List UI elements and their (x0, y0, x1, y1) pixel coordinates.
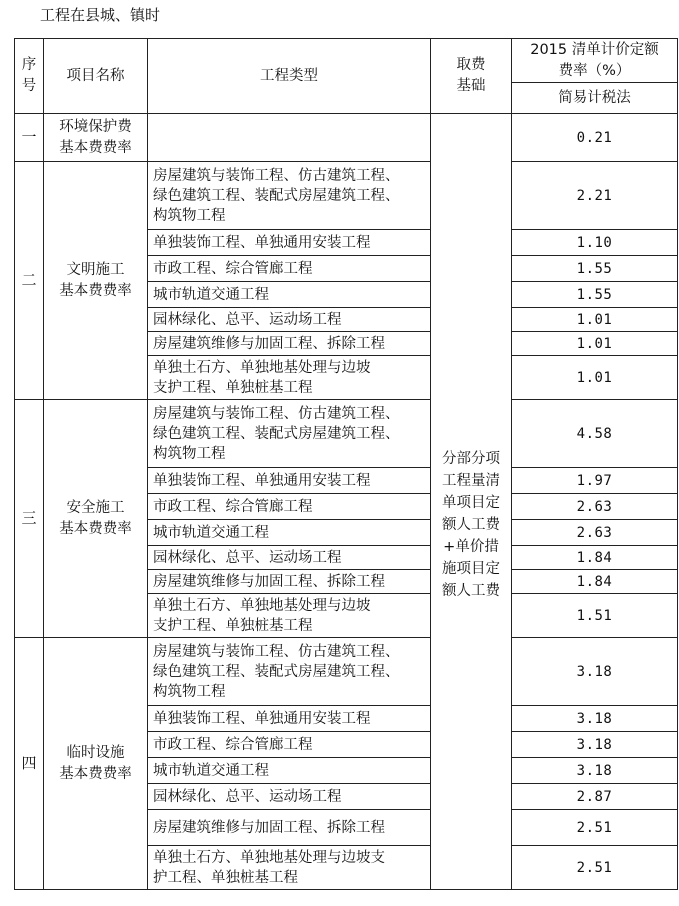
rate-value: 1.55 (512, 256, 678, 282)
rate-value: 3.18 (512, 638, 678, 706)
rate-value: 1.55 (512, 282, 678, 308)
rate-value: 1.01 (512, 308, 678, 332)
table-row (15, 114, 678, 162)
rate-value: 0.21 (512, 114, 678, 162)
header-name: 项目名称 (44, 39, 148, 114)
engineering-type: 单独装饰工程、单独通用安装工程 (148, 468, 431, 494)
fee-rate-table (14, 38, 678, 890)
engineering-type: 单独土石方、单独地基处理与边坡 支护工程、单独桩基工程 (148, 594, 431, 638)
table-row (15, 638, 678, 706)
section-name: 文明施工 基本费费率 (44, 162, 148, 400)
engineering-type: 园林绿化、总平、运动场工程 (148, 308, 431, 332)
rate-value: 2.63 (512, 520, 678, 546)
table-row (15, 400, 678, 468)
rate-value: 2.63 (512, 494, 678, 520)
section-seq: 一 (15, 114, 44, 162)
rate-value: 3.18 (512, 758, 678, 784)
engineering-type: 城市轨道交通工程 (148, 282, 431, 308)
section-seq: 三 (15, 400, 44, 638)
rate-value: 1.84 (512, 546, 678, 570)
engineering-type: 城市轨道交通工程 (148, 758, 431, 784)
rate-value: 3.18 (512, 732, 678, 758)
engineering-type: 单独装饰工程、单独通用安装工程 (148, 706, 431, 732)
engineering-type: 市政工程、综合管廊工程 (148, 494, 431, 520)
engineering-type: 市政工程、综合管廊工程 (148, 256, 431, 282)
fee-basis: 分部分项 工程量清 单项目定 额人工费 +单价措 施项目定 额人工费 (431, 162, 512, 890)
rate-value: 1.01 (512, 356, 678, 400)
engineering-type: 园林绿化、总平、运动场工程 (148, 546, 431, 570)
rate-value: 3.18 (512, 706, 678, 732)
engineering-type (148, 114, 431, 162)
header-seq: 序 号 (15, 39, 44, 114)
engineering-type: 房屋建筑维修与加固工程、拆除工程 (148, 570, 431, 594)
engineering-type: 房屋建筑维修与加固工程、拆除工程 (148, 332, 431, 356)
rate-value: 1.01 (512, 332, 678, 356)
engineering-type: 房屋建筑维修与加固工程、拆除工程 (148, 810, 431, 846)
rate-value: 4.58 (512, 400, 678, 468)
rate-value: 2.51 (512, 810, 678, 846)
rate-value: 1.51 (512, 594, 678, 638)
rate-value: 2.87 (512, 784, 678, 810)
engineering-type: 房屋建筑与装饰工程、仿古建筑工程、 绿色建筑工程、装配式房屋建筑工程、 构筑物工程 (148, 400, 431, 468)
engineering-type: 房屋建筑与装饰工程、仿古建筑工程、 绿色建筑工程、装配式房屋建筑工程、 构筑物工程 (148, 638, 431, 706)
rate-value: 1.97 (512, 468, 678, 494)
table-row (15, 162, 678, 230)
engineering-type: 单独土石方、单独地基处理与边坡支 护工程、单独桩基工程 (148, 846, 431, 890)
header-type: 工程类型 (148, 39, 431, 114)
engineering-type: 园林绿化、总平、运动场工程 (148, 784, 431, 810)
header-rate-title: 2015 清单计价定额 费率（%） (512, 39, 678, 83)
section-seq: 四 (15, 638, 44, 890)
rate-value: 1.84 (512, 570, 678, 594)
rate-value: 1.10 (512, 230, 678, 256)
section-seq: 二 (15, 162, 44, 400)
engineering-type: 房屋建筑与装饰工程、仿古建筑工程、 绿色建筑工程、装配式房屋建筑工程、 构筑物工程 (148, 162, 431, 230)
engineering-type: 单独土石方、单独地基处理与边坡 支护工程、单独桩基工程 (148, 356, 431, 400)
engineering-type: 单独装饰工程、单独通用安装工程 (148, 230, 431, 256)
section-name: 安全施工 基本费费率 (44, 400, 148, 638)
basis-empty (431, 114, 512, 162)
rate-value: 2.51 (512, 846, 678, 890)
engineering-type: 城市轨道交通工程 (148, 520, 431, 546)
header-basis: 取费 基础 (431, 39, 512, 114)
section-name: 临时设施 基本费费率 (44, 638, 148, 890)
header-method: 简易计税法 (512, 83, 678, 114)
section-name: 环境保护费 基本费费率 (44, 114, 148, 162)
engineering-type: 市政工程、综合管廊工程 (148, 732, 431, 758)
table-caption: 工程在县城、镇时 (40, 6, 161, 24)
rate-value: 2.21 (512, 162, 678, 230)
